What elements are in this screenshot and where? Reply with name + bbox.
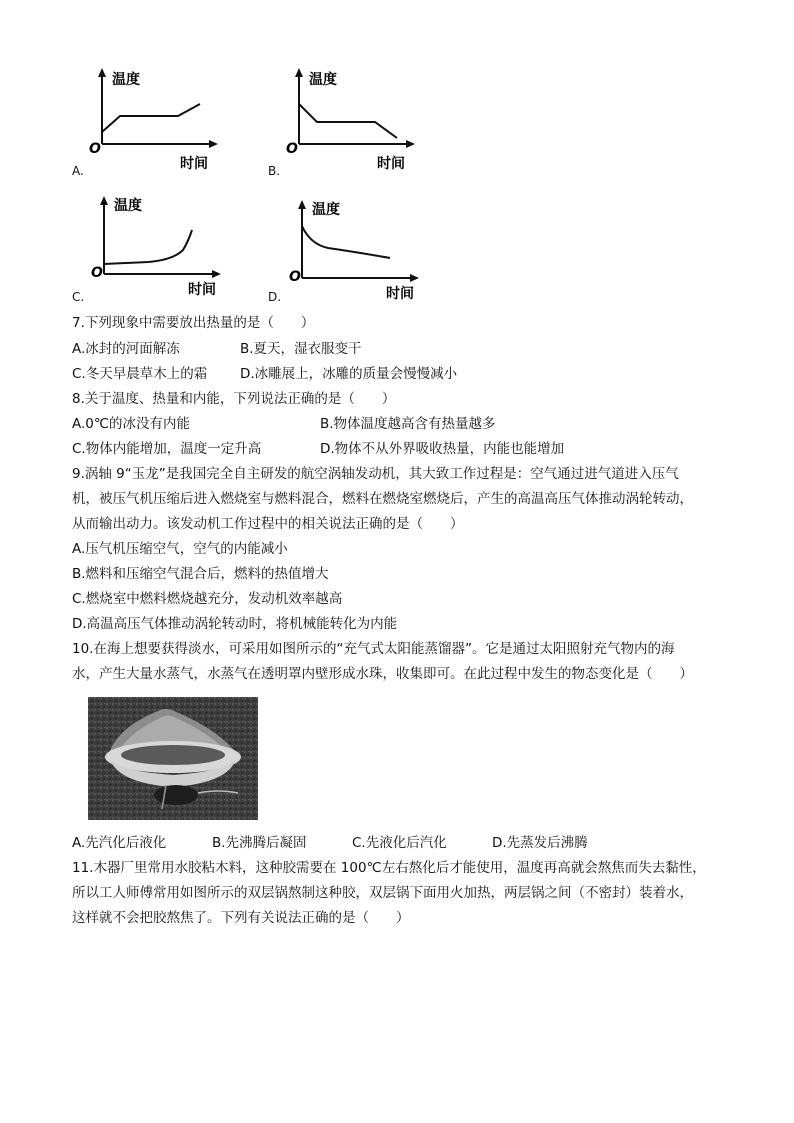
- y-axis-label: 温度: [114, 198, 142, 214]
- q10-stem-line-1: 10.在海上想要获得淡水，可采用如图所示的“充气式太阳能蒸馏器”。它是通过太阳照射充气物内的海: [72, 641, 675, 657]
- y-axis-label: 温度: [312, 202, 340, 218]
- q9-stem-line-1: 9.涡轴 9“玉龙”是我国完全自主研发的航空涡轴发动机，其大致工作过程是：空气通过进气道进入压气: [72, 466, 679, 482]
- origin-label: O: [289, 269, 301, 285]
- graph-a-label: A.: [72, 164, 84, 178]
- q8-option-b: B.物体温度越高含有热量越多: [320, 416, 496, 432]
- x-axis-label: 时间: [386, 286, 414, 302]
- q7-option-b: B.夏天，湿衣服变干: [240, 341, 362, 357]
- graph-b: [285, 66, 415, 176]
- q9-option-b: B.燃料和压缩空气混合后，燃料的热值增大: [72, 566, 329, 582]
- q10-stem-line-2: 水，产生大量水蒸气，水蒸气在透明罩内壁形成水珠，收集即可。在此过程中发生的物态变化是（ ）: [72, 666, 693, 682]
- q9-option-a: A.压气机压缩空气，空气的内能减小: [72, 541, 288, 557]
- x-axis-label: 时间: [188, 282, 216, 298]
- q11-stem-line-1: 11.木器厂里常用水胶粘木料，这种胶需要在 100℃左右熬化后才能使用，温度再高就会熬焦而失去黏性，: [72, 860, 706, 876]
- q8-option-a: A.0℃的冰没有内能: [72, 416, 191, 432]
- q9-option-d: D.高温高压气体推动涡轮转动时，将机械能转化为内能: [72, 616, 398, 632]
- q7-option-d: D.冰雕展上，冰雕的质量会慢慢减小: [240, 366, 458, 382]
- q9-stem-line-2: 机，被压气机压缩后进入燃烧室与燃料混合，燃料在燃烧室燃烧后，产生的高温高压气体推动涡轮转动，: [72, 491, 693, 507]
- graph-c: [88, 192, 223, 302]
- y-axis-label: 温度: [309, 72, 337, 88]
- q10-option-b: B.先沸腾后凝固: [212, 835, 307, 851]
- q8-stem: 8.关于温度、热量和内能，下列说法正确的是（ ）: [72, 391, 396, 407]
- graph-b-label: B.: [268, 164, 281, 178]
- graph-c-label: C.: [72, 290, 85, 304]
- q11-stem-line-3: 这样就不会把胶熬焦了。下列有关说法正确的是（ ）: [72, 910, 410, 926]
- q7-option-a: A.冰封的河面解冻: [72, 341, 180, 357]
- q9-stem-line-3: 从而输出动力。该发动机工作过程中的相关说法正确的是（ ）: [72, 516, 464, 532]
- graph-d-label: D.: [268, 290, 282, 304]
- x-axis-label: 时间: [180, 156, 208, 172]
- q9-option-c: C.燃烧室中燃料燃烧越充分，发动机效率越高: [72, 591, 343, 607]
- q10-option-c: C.先液化后汽化: [352, 835, 447, 851]
- origin-label: O: [286, 141, 298, 157]
- q7-stem: 7.下列现象中需要放出热量的是（ ）: [72, 315, 315, 331]
- q10-option-d: D.先蒸发后沸腾: [492, 835, 588, 851]
- origin-label: O: [91, 265, 103, 281]
- origin-label: O: [89, 141, 101, 157]
- q10-option-a: A.先汽化后液化: [72, 835, 167, 851]
- q8-option-d: D.物体不从外界吸收热量，内能也能增加: [320, 441, 565, 457]
- y-axis-label: 温度: [112, 72, 140, 88]
- q7-option-c: C.冬天早晨草木上的霜: [72, 366, 208, 382]
- solar-still-photo: [88, 697, 258, 820]
- q11-stem-line-2: 所以工人师傅常用如图所示的双层锅熬制这种胶，双层锅下面用火加热，两层锅之间（不密封）装着水，: [72, 885, 693, 901]
- x-axis-label: 时间: [377, 156, 405, 172]
- graph-d: [286, 196, 421, 306]
- q8-option-c: C.物体内能增加，温度一定升高: [72, 441, 262, 457]
- graph-a: [88, 66, 218, 176]
